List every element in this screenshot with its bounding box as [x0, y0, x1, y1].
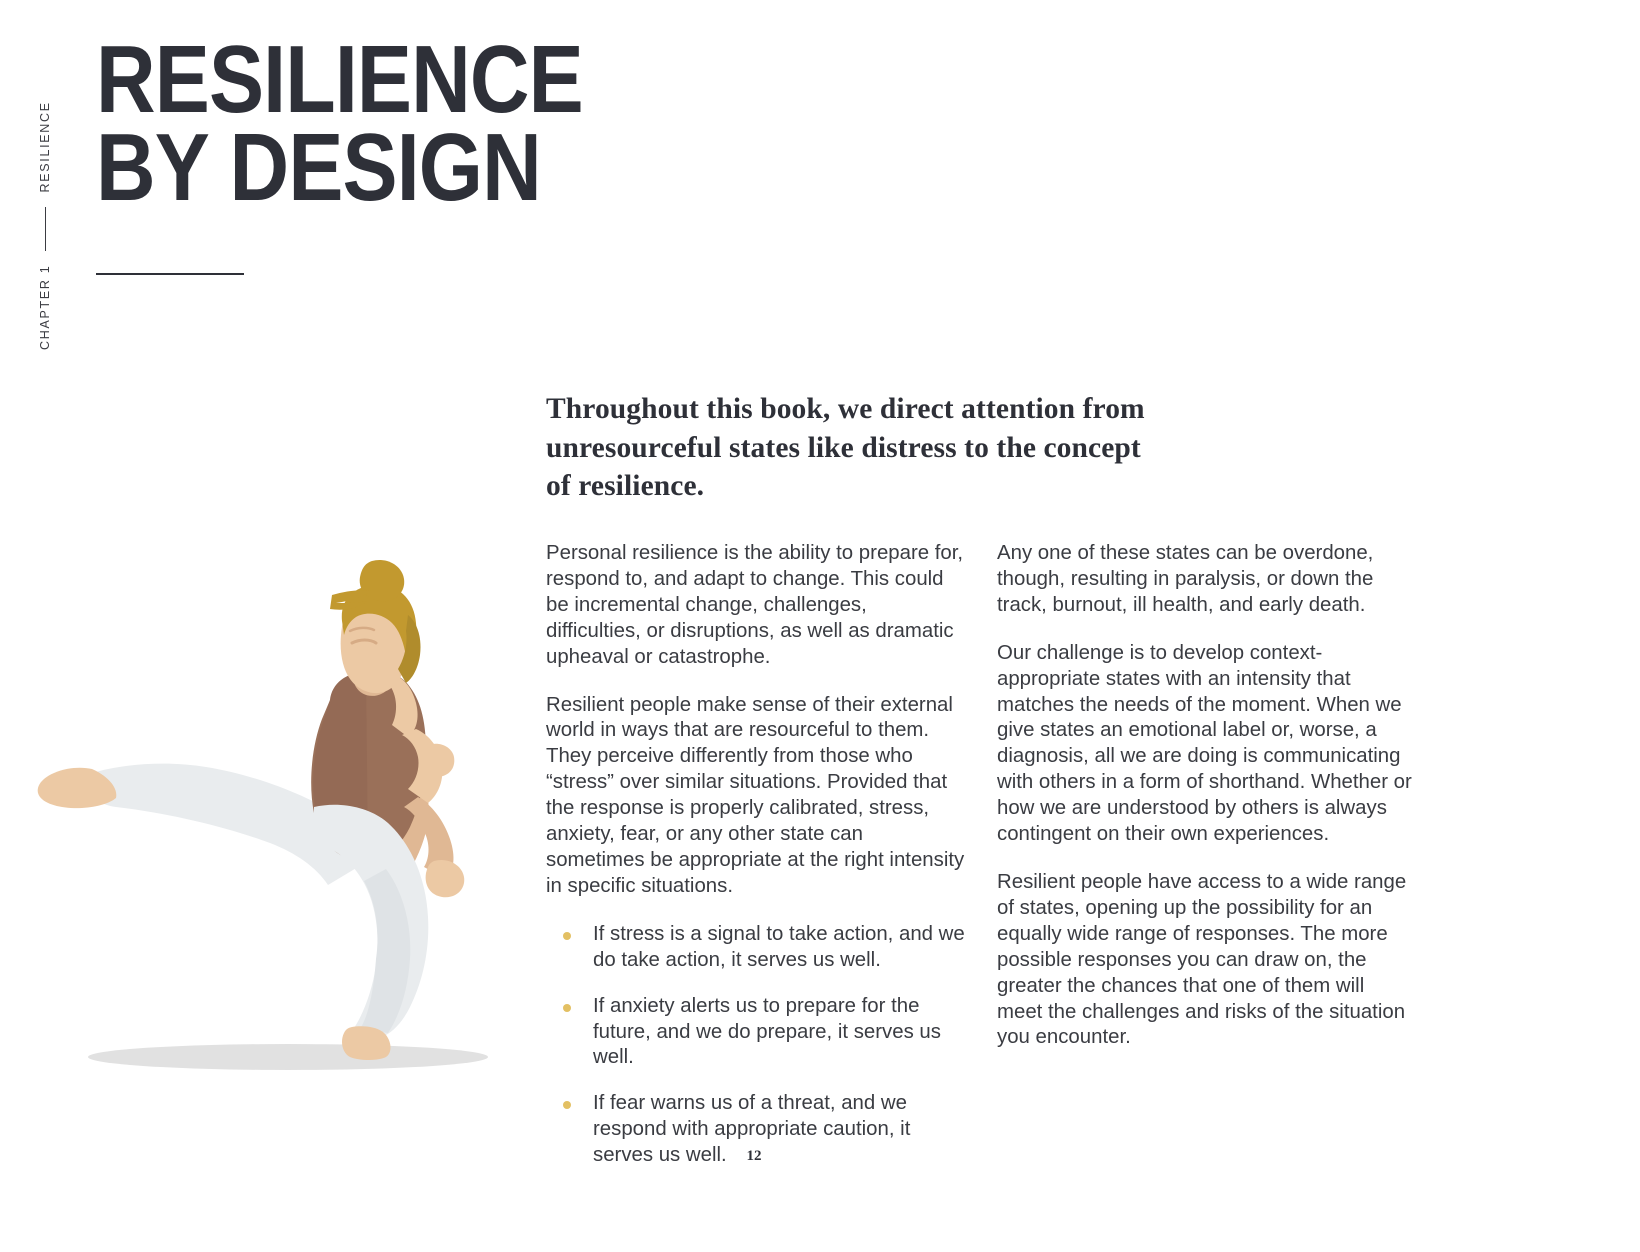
bullet-dot-icon — [563, 932, 571, 940]
title-line-1: RESILIENCE — [96, 26, 583, 133]
front-arm-fist — [420, 744, 454, 777]
section-label: RESILIENCE — [38, 101, 52, 193]
paragraph: Our challenge is to develop context-appropriate states with an intensity that matches the needs of the moment. When we give states an emotional label or, worse, a diagnosis, all we are doing is communicating with others in a form of shorthand. Whether or how we are understood by others is always contingent on their own experiences. — [997, 641, 1412, 846]
page-number: 12 — [746, 1148, 762, 1164]
rail-divider — [45, 207, 46, 251]
paragraph: Resilient people make sense of their external world in ways that are resourceful to them. They perceive differently from those who “stress” over similar situations. Provided that the response is properly calibrated, stress, anxiety, fear, or any other state can sometimes be appropriate at the right intensity in specific situations. — [546, 693, 965, 897]
paragraph: Any one of these states can be overdone, though, resulting in paralysis, or down the track, burnout, ill health, and early death. — [997, 542, 1374, 616]
chapter-rail — [0, 0, 90, 400]
list-item — [546, 994, 966, 1072]
body-column-right — [997, 541, 1415, 1051]
bullet-dot-icon — [563, 1101, 571, 1109]
title-line-2: BY DESIGN — [96, 114, 541, 222]
front-hand — [426, 860, 465, 897]
body-column-left — [546, 541, 966, 1169]
paragraph: Personal resilience is the ability to prepare for, respond to, and adapt to change. This could be incremental change, challenges, difficulties, or disruptions, as well as dramatic upheaval or catastrophe. — [546, 542, 964, 668]
list-item-label: If fear warns us of a threat, and we respond with appropriate caution, it serves us well. — [593, 1092, 911, 1167]
hair-bun — [360, 560, 405, 601]
lede-paragraph: Throughout this book, we direct attention from unresourceful states like distress to the concept of resilience. — [546, 393, 1145, 503]
list-item-label: If stress is a signal to take action, and we do take action, it serves us well. — [593, 922, 965, 971]
woman-kicking-pose-illustration — [30, 555, 500, 1095]
bullet-list — [546, 922, 966, 1169]
chapter-label: CHAPTER 1 — [38, 264, 52, 350]
list-item-label: If anxiety alerts us to prepare for the future, and we do prepare, it serves us well. — [593, 994, 941, 1069]
page-title — [96, 26, 716, 222]
figure-shadow — [88, 1044, 488, 1070]
title-rule — [96, 273, 244, 275]
list-item — [546, 922, 966, 974]
bullet-dot-icon — [563, 1004, 571, 1012]
paragraph: Resilient people have access to a wide range of states, opening up the possibility for an equally wide range of responses. The more possible responses you can draw on, the greater the chances that one of them will meet the challenges and risks of the situation you encounter. — [997, 870, 1407, 1049]
